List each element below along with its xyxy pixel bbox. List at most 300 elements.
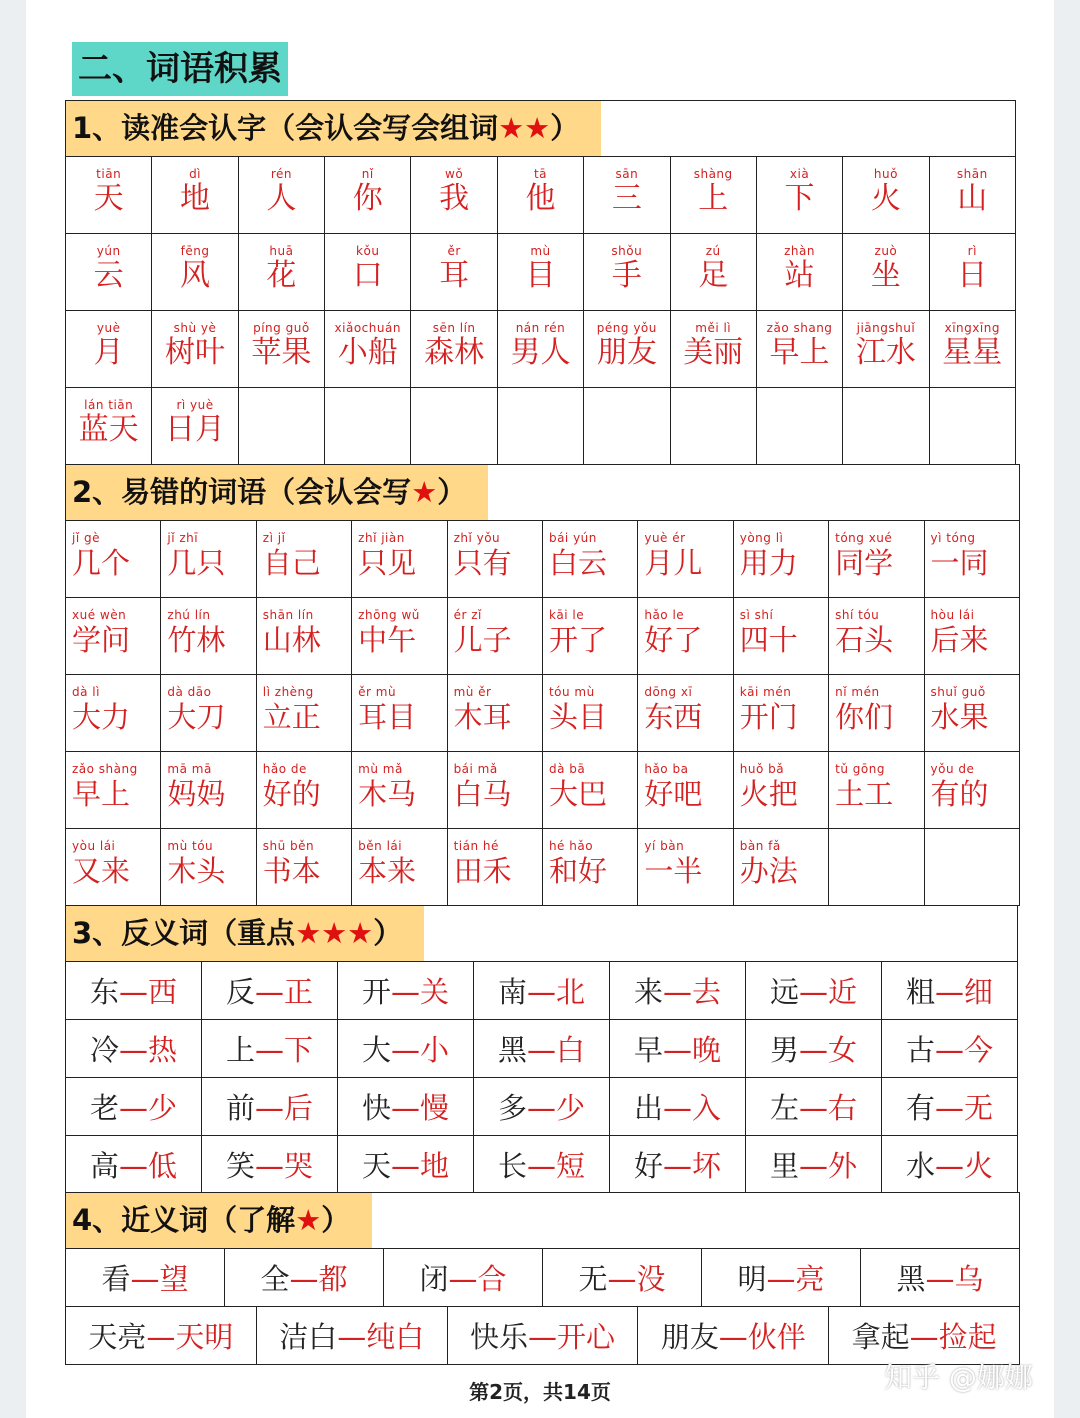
hanzi: 大巴 (548, 777, 607, 811)
hanzi: 木耳 (453, 700, 512, 734)
word-a: 冷 (89, 1033, 119, 1067)
pinyin: ér zǐ (453, 608, 482, 622)
pinyin: jǐ gè (72, 531, 100, 545)
watermark: 知乎 @娜娜 (884, 1361, 1033, 1394)
word-b: 外 (828, 1149, 858, 1183)
word-cell (670, 388, 756, 465)
hanzi: 足 (698, 258, 729, 293)
dash: — (119, 1149, 148, 1183)
word-cell (497, 388, 583, 465)
word-a: 快乐 (469, 1320, 528, 1354)
word-a: 笑 (225, 1149, 255, 1183)
hanzi: 森林 (424, 335, 485, 370)
pinyin: yí bàn (644, 839, 685, 853)
word-cell (66, 675, 161, 752)
hanzi: 小船 (337, 335, 398, 370)
table-row (66, 521, 1020, 598)
dash: — (663, 975, 692, 1009)
pinyin: dà dāo (167, 685, 212, 699)
word-pair-cell (225, 1249, 384, 1307)
pinyin: tóu mù (548, 685, 595, 699)
hanzi: 坐 (870, 258, 901, 293)
pinyin (325, 398, 410, 412)
hanzi: 风 (180, 258, 211, 293)
dash: — (391, 975, 420, 1009)
hanzi: 几只 (167, 546, 226, 580)
word-pair-cell (202, 1078, 338, 1136)
pinyin: tǔ gōng (835, 762, 885, 776)
pinyin: ěr (447, 244, 461, 258)
hanzi: 木马 (358, 777, 417, 811)
table-row (66, 234, 1016, 311)
word-a: 左 (769, 1091, 799, 1125)
hanzi: 石头 (835, 623, 894, 657)
word-cell (497, 234, 583, 311)
word-pair-cell (256, 1307, 447, 1365)
hanzi: 只见 (358, 546, 417, 580)
word-pair-cell (882, 1020, 1018, 1078)
hanzi: 田禾 (453, 854, 512, 888)
hanzi: 儿子 (453, 623, 512, 657)
word-cell (256, 521, 351, 598)
hanzi: 耳目 (358, 700, 417, 734)
word-a: 高 (89, 1149, 119, 1183)
hanzi: 我 (439, 181, 470, 216)
dash: — (935, 1091, 964, 1125)
pinyin: zì jǐ (262, 531, 286, 545)
word-b: 天明 (175, 1320, 234, 1354)
pinyin: shǒu (611, 244, 643, 258)
word-b: 少 (148, 1091, 178, 1125)
dash: — (391, 1091, 420, 1125)
hanzi: 天 (93, 181, 124, 216)
word-cell (447, 829, 542, 906)
word-b: 今 (964, 1033, 994, 1067)
word-b: 近 (828, 975, 858, 1009)
word-pair-cell (202, 1136, 338, 1194)
hanzi: 他 (525, 181, 556, 216)
part2-table (65, 520, 1020, 906)
hanzi: 火把 (739, 777, 798, 811)
word-pair-cell (202, 1020, 338, 1078)
word-cell (542, 829, 637, 906)
hanzi: 好吧 (644, 777, 703, 811)
hanzi: 上 (698, 181, 729, 216)
pinyin: rì yuè (176, 398, 214, 412)
word-pair-cell (610, 1020, 746, 1078)
pinyin (239, 398, 324, 412)
dash: — (607, 1262, 637, 1296)
word-cell (929, 388, 1015, 465)
part3-label: 3、反义词（重点★★★） (66, 906, 424, 961)
word-a: 上 (225, 1033, 255, 1067)
word-cell (584, 234, 670, 311)
dash: — (448, 1262, 478, 1296)
word-cell (733, 675, 828, 752)
dash: — (255, 1091, 284, 1125)
word-cell (411, 157, 497, 234)
pinyin: dà bā (548, 762, 586, 776)
table-row (66, 388, 1016, 465)
pinyin (671, 398, 756, 412)
dash: — (119, 1091, 148, 1125)
pinyin: shū běn (262, 839, 315, 853)
section-title: 二、词语积累 (72, 42, 288, 96)
star-icon: ★ (295, 1203, 322, 1237)
hanzi: 只有 (453, 546, 512, 580)
word-a: 早 (633, 1033, 663, 1067)
pinyin: zhàn (784, 244, 815, 258)
word-b: 去 (692, 975, 722, 1009)
table-row (66, 1078, 1018, 1136)
word-pair-cell (338, 1078, 474, 1136)
part4-label: 4、近义词（了解★） (66, 1193, 372, 1248)
pinyin: sēn lín (432, 321, 476, 335)
pinyin: tiān (96, 167, 122, 181)
word-cell (66, 388, 152, 465)
word-cell (161, 675, 256, 752)
pinyin: ěr mù (358, 685, 397, 699)
word-b: 入 (692, 1091, 722, 1125)
page-footer: 第2页，共14页 (469, 1380, 611, 1404)
word-pair-cell (474, 1020, 610, 1078)
star-icon: ★ (411, 475, 438, 509)
pinyin: kǒu (356, 244, 380, 258)
part4-header (65, 1192, 1020, 1248)
table-row (66, 1020, 1018, 1078)
word-pair-cell (66, 1078, 202, 1136)
hanzi: 地 (180, 181, 211, 216)
word-a: 古 (905, 1033, 935, 1067)
word-cell (238, 234, 324, 311)
word-b: 正 (284, 975, 314, 1009)
hanzi: 学问 (72, 623, 131, 657)
part3-table (65, 961, 1018, 1194)
word-a: 前 (225, 1091, 255, 1125)
word-cell (352, 521, 447, 598)
dash: — (255, 975, 284, 1009)
dash: — (909, 1320, 939, 1354)
word-b: 下 (284, 1033, 314, 1067)
word-pair-cell (66, 1307, 257, 1365)
word-cell (66, 521, 161, 598)
word-pair-cell (202, 962, 338, 1020)
word-a: 男 (769, 1033, 799, 1067)
part2-label: 2、易错的词语（会认会写★） (66, 465, 488, 520)
word-a: 长 (497, 1149, 527, 1183)
word-pair-cell (638, 1307, 829, 1365)
word-pair-cell (338, 1136, 474, 1194)
hanzi: 后来 (930, 623, 989, 657)
word-cell (929, 311, 1015, 388)
word-b: 右 (828, 1091, 858, 1125)
pinyin: měi lì (695, 321, 732, 335)
word-pair-cell (610, 962, 746, 1020)
pinyin: fēng (180, 244, 210, 258)
hanzi: 山林 (262, 623, 321, 657)
pinyin: shí tóu (835, 608, 880, 622)
pinyin: yuè ér (644, 531, 686, 545)
dash: — (663, 1091, 692, 1125)
pinyin: dì (189, 167, 202, 181)
dash: — (766, 1262, 796, 1296)
hanzi: 有的 (930, 777, 989, 811)
word-cell (584, 388, 670, 465)
dash: — (799, 1091, 828, 1125)
hanzi: 早上 (72, 777, 131, 811)
word-cell (829, 829, 924, 906)
word-a: 南 (497, 975, 527, 1009)
part2-header (65, 464, 1020, 520)
word-cell (256, 598, 351, 675)
pinyin: sì shí (739, 608, 774, 622)
word-pair-cell (882, 1078, 1018, 1136)
part1-header (65, 100, 1016, 156)
word-a: 来 (633, 975, 663, 1009)
hanzi: 美丽 (683, 335, 744, 370)
word-cell (256, 829, 351, 906)
word-a: 闭 (419, 1262, 449, 1296)
word-cell (733, 752, 828, 829)
hanzi: 男人 (510, 335, 571, 370)
word-cell (161, 521, 256, 598)
word-cell (152, 157, 238, 234)
hanzi: 日月 (165, 412, 226, 447)
pinyin (498, 398, 583, 412)
star-icon: ★★ (498, 111, 551, 145)
hanzi: 和好 (548, 854, 607, 888)
pinyin: kāi le (548, 608, 585, 622)
dash: — (925, 1262, 955, 1296)
word-cell (670, 311, 756, 388)
word-pair-cell (474, 1136, 610, 1194)
word-cell (733, 598, 828, 675)
hanzi: 中午 (358, 623, 417, 657)
hanzi: 一半 (644, 854, 703, 888)
word-b: 晚 (692, 1033, 722, 1067)
pinyin (584, 398, 669, 412)
pinyin: yǒu de (930, 762, 975, 776)
dash: — (799, 975, 828, 1009)
word-cell (584, 157, 670, 234)
dash: — (337, 1320, 367, 1354)
word-cell (670, 157, 756, 234)
word-pair-cell (610, 1078, 746, 1136)
hanzi: 蓝天 (78, 412, 139, 447)
word-cell (352, 598, 447, 675)
pinyin: nán rén (515, 321, 566, 335)
pinyin: jǐ zhī (167, 531, 199, 545)
word-pair-cell (882, 962, 1018, 1020)
pinyin: yún (96, 244, 121, 258)
word-cell (829, 752, 924, 829)
pinyin (930, 398, 1015, 412)
pinyin: hǎo ba (644, 762, 689, 776)
word-b: 少 (556, 1091, 586, 1125)
word-cell (924, 675, 1019, 752)
word-pair-cell (746, 962, 882, 1020)
hanzi: 自己 (262, 546, 321, 580)
word-cell (670, 234, 756, 311)
pinyin: lì zhèng (262, 685, 314, 699)
word-cell (411, 388, 497, 465)
word-cell (829, 521, 924, 598)
word-cell (843, 388, 929, 465)
word-pair-cell (384, 1249, 543, 1307)
word-pair-cell (702, 1249, 861, 1307)
word-cell (411, 311, 497, 388)
hanzi: 月 (93, 335, 124, 370)
word-a: 有 (905, 1091, 935, 1125)
hanzi: 三 (611, 181, 642, 216)
hanzi: 朋友 (596, 335, 657, 370)
hanzi: 你们 (835, 700, 894, 734)
pinyin: huǒ bǎ (739, 762, 785, 776)
pinyin: shàng (693, 167, 733, 181)
word-cell (756, 157, 842, 234)
word-cell (447, 675, 542, 752)
pinyin: huā (269, 244, 294, 258)
pinyin: zhú lín (167, 608, 211, 622)
word-a: 出 (633, 1091, 663, 1125)
word-pair-cell (338, 962, 474, 1020)
word-a: 老 (89, 1091, 119, 1125)
star-icon: ★★★ (295, 916, 374, 950)
dash: — (391, 1149, 420, 1183)
hanzi: 大力 (72, 700, 131, 734)
word-cell (542, 752, 637, 829)
pinyin: hòu lái (930, 608, 975, 622)
hanzi: 一同 (930, 546, 989, 580)
dash: — (146, 1320, 176, 1354)
word-cell (256, 675, 351, 752)
word-pair-cell (66, 1249, 225, 1307)
word-cell (829, 598, 924, 675)
hanzi: 木头 (167, 854, 226, 888)
word-cell (66, 829, 161, 906)
word-cell (924, 752, 1019, 829)
word-cell (66, 234, 152, 311)
word-cell (325, 234, 411, 311)
word-b: 热 (148, 1033, 178, 1067)
word-a: 黑 (896, 1262, 926, 1296)
word-pair-cell (746, 1078, 882, 1136)
pinyin: shuǐ guǒ (930, 685, 986, 699)
word-b: 北 (556, 975, 586, 1009)
hanzi: 好了 (644, 623, 703, 657)
word-a: 朋友 (660, 1320, 719, 1354)
pinyin: bái yún (548, 531, 597, 545)
word-cell (924, 598, 1019, 675)
hanzi: 又来 (72, 854, 131, 888)
part4-table-row2 (65, 1306, 1020, 1365)
word-cell (152, 234, 238, 311)
word-b: 小 (420, 1033, 450, 1067)
dash: — (799, 1149, 828, 1183)
word-pair-cell (474, 962, 610, 1020)
hanzi: 花 (266, 258, 297, 293)
word-pair-cell (66, 962, 202, 1020)
hanzi: 目 (525, 258, 556, 293)
word-cell (584, 311, 670, 388)
hanzi: 口 (352, 258, 383, 293)
word-a: 全 (260, 1262, 290, 1296)
pinyin: zuò (874, 244, 898, 258)
word-cell (542, 521, 637, 598)
word-cell (638, 829, 733, 906)
word-cell (447, 598, 542, 675)
word-b: 无 (964, 1091, 994, 1125)
word-b: 亮 (795, 1262, 825, 1296)
word-b: 望 (159, 1262, 189, 1296)
pinyin: tā (533, 167, 547, 181)
pinyin: mù tóu (167, 839, 214, 853)
pinyin: píng guǒ (253, 321, 310, 335)
word-pair-cell (338, 1020, 474, 1078)
word-cell (152, 311, 238, 388)
dash: — (527, 1033, 556, 1067)
word-pair-cell (474, 1078, 610, 1136)
pinyin: nǐ (361, 167, 374, 181)
pinyin: huǒ (873, 167, 898, 181)
word-cell (161, 752, 256, 829)
part4-table-row1 (65, 1248, 1020, 1307)
word-cell (497, 157, 583, 234)
pinyin (931, 839, 1019, 853)
hanzi: 竹林 (167, 623, 226, 657)
word-b: 伙伴 (747, 1320, 806, 1354)
pinyin: bái mǎ (453, 762, 498, 776)
word-cell (325, 157, 411, 234)
hanzi: 白云 (548, 546, 607, 580)
word-pair-cell (861, 1249, 1020, 1307)
word-cell (638, 752, 733, 829)
word-cell (238, 311, 324, 388)
word-b: 合 (477, 1262, 507, 1296)
word-cell (352, 675, 447, 752)
part1-label: 1、读准会认字（会认会写会组词★★） (66, 101, 601, 156)
word-b: 后 (284, 1091, 314, 1125)
pinyin: shān lín (262, 608, 314, 622)
table-row (66, 675, 1020, 752)
pinyin: dà lì (72, 685, 100, 699)
hanzi: 你 (352, 181, 383, 216)
word-a: 看 (101, 1262, 131, 1296)
word-cell (756, 234, 842, 311)
word-b: 慢 (420, 1091, 450, 1125)
word-cell (733, 829, 828, 906)
hanzi: 江水 (855, 335, 916, 370)
dash: — (935, 1033, 964, 1067)
hanzi: 开了 (548, 623, 607, 657)
hanzi: 站 (784, 258, 815, 293)
word-pair-cell (610, 1136, 746, 1194)
hanzi: 立正 (262, 700, 321, 734)
pinyin: yòu lái (72, 839, 116, 853)
word-cell (411, 234, 497, 311)
pinyin: xīngxīng (944, 321, 1000, 335)
word-cell (843, 157, 929, 234)
word-cell (638, 598, 733, 675)
pinyin: zǎo shàng (72, 762, 138, 776)
pinyin: mù (530, 244, 551, 258)
pinyin: wǒ (445, 167, 464, 181)
pinyin: lán tiān (84, 398, 134, 412)
word-a: 开 (361, 975, 391, 1009)
pinyin: péng yǒu (596, 321, 657, 335)
pinyin (843, 398, 928, 412)
word-pair-cell (746, 1136, 882, 1194)
